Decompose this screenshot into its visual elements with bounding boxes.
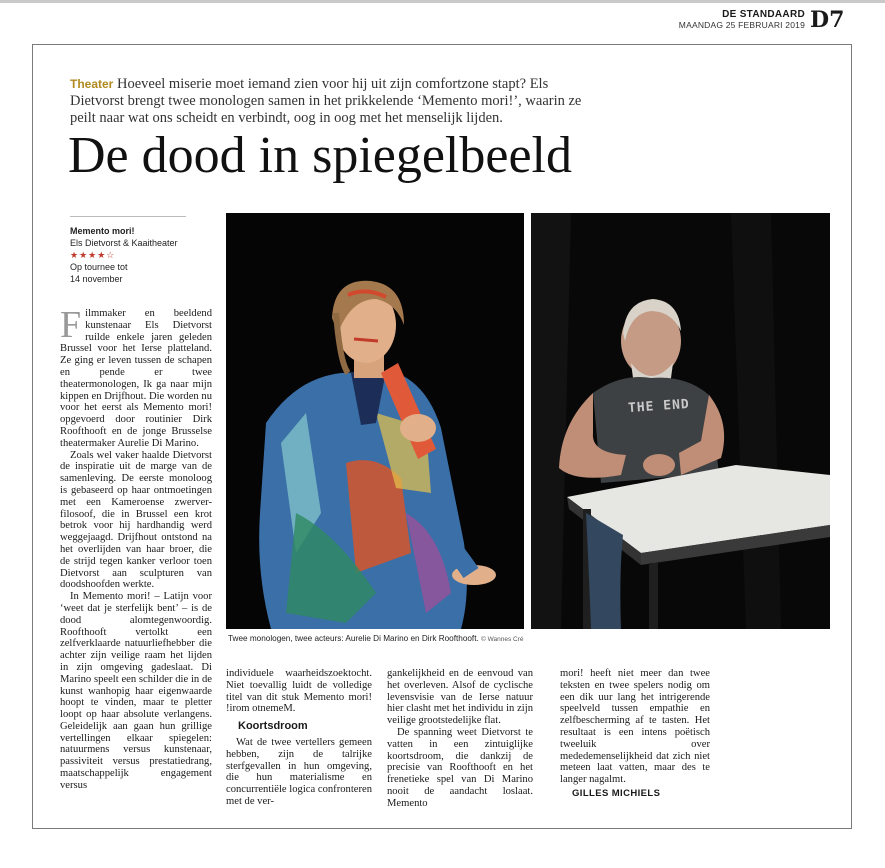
paragraph: mori! heeft niet meer dan twee teksten en twee spelers nodig om een dik uur lang het intrigerende speelveld tussen empathie en zelfbescherming af te tasten. Het resultaat is een intens poëtisch tweeluik over mededemenselijkheid dat zich niet meteen laat vatten, maar des te langer nagalmt. <box>560 668 710 786</box>
review-divider <box>70 216 186 217</box>
photo-caption <box>228 634 524 643</box>
photo-credit: © Wannes Cré <box>481 636 524 643</box>
paragraph: Wat de twee vertellers gemeen hebben, zijn de talrijke sterfgevallen in hun omgeving, die hun materialisme en concurrentiële logica confronteren met de ver- <box>226 736 372 807</box>
star-rating: ★★★★☆ <box>70 250 116 260</box>
article-column-2 <box>226 668 372 808</box>
article-column-1 <box>60 304 212 792</box>
review-makers: Els Dietvorst & Kaaitheater <box>70 238 178 248</box>
intro-text: Hoeveel miserie moet iemand zien voor hij uit zijn comfortzone stapt? Els Dietvorst brengt twee monologen samen in het prikkelende ‘Memento mori!’, waarin ze peilt naar wat ons scheidt en verbindt, oog in oog met het menselijk lijden. <box>70 76 582 126</box>
publication-date: MAANDAG 25 FEBRUARI 2019 <box>678 20 805 30</box>
author-byline: GILLES MICHIELS <box>572 787 661 799</box>
review-box <box>70 225 200 285</box>
intro-lead <box>70 76 590 127</box>
paragraph: In Memento mori! – Latijn voor ‘weet dat je sterfelijk bent’ – is de dood alomtegenwoordig. Roofthooft vertolkt een zelfverklaarde natuurliefhebber die achter zijn veilige raam het lijden in zijn omgeving gadeslaat. Di Marino speelt een schilder die in de kunst wanhopig haar eigenwaarde hoopt te vinden, maar te pletter loopt op haar absolute verlangens. Geleidelijk aan gaan hun grillige vertellingen elkaar spiegelen: natuurmens versus kunstenaar, passiviteit versus prestatiedrang, maatschappelijk engagement versus <box>60 591 212 791</box>
newspaper-name: DE STANDAARD <box>722 9 805 20</box>
review-title: Memento mori! <box>70 226 135 236</box>
top-rule <box>0 0 885 3</box>
headline: De dood in spiegelbeeld <box>68 127 572 184</box>
tour-info-line2: 14 november <box>70 274 123 284</box>
actor-illustration <box>531 213 830 629</box>
photo-actor <box>531 213 830 629</box>
paragraph: De spanning weet Dietvorst te vatten in een zintuiglijke koortsdroom, die dankzij de precisie van Roofthooft en het frenetieke spel van Di Marino nooit de aandacht loslaat. Memento <box>387 726 533 809</box>
tour-info-line1: Op tournee tot <box>70 262 128 272</box>
paragraph: individuele waarheidszoektocht. Niet toevallig luidt de volledige titel van dit stuk Memento mori! !irom otnemeM. <box>226 668 372 715</box>
article-column-3 <box>387 668 533 810</box>
caption-text: Twee monologen, twee acteurs: Aurelie Di Marino en Dirk Roofthooft. <box>228 634 479 643</box>
page-number: D7 <box>810 7 845 33</box>
paragraph: gankelijkheid en de eenvoud van het overleven. Alsof de cyclische levensvisie van de Ierse natuur hier clasht met het individu in zijn veilige grootstedelijke flat. <box>387 668 533 727</box>
drop-cap: F <box>60 304 82 346</box>
paragraph: Filmmaker en beeldend kunstenaar Els Dietvorst ruilde enkele jaren geleden Brussel voor het Ierse platteland. Ze ging er leven tussen de schapen en pende er twee theatermonologen, Ik ga naar mijn kippen en Drijfhout. Die worden nu voor het eerst als Memento mori! opgevoerd door routinier Dirk Roofthooft en de jonge Brusselse theatermaker Aurelie Di Marino. <box>60 304 212 449</box>
article-column-4 <box>560 668 710 800</box>
photo-actress <box>226 213 524 629</box>
paragraph: Zoals wel vaker haalde Dietvorst de inspiratie uit de marge van de samenleving. De eerste monoloog is gebaseerd op haar ontmoetingen met een Kameroense zwerver-filosoof, die in Brussel een krot betrok voor hij hardhandig werd weggejaagd. Drijfhout ontstond na het overlijden van haar broer, die de strijd tegen kanker verloor toen Dietvorst aan sculpturen van doodshoofden werkte. <box>60 449 212 591</box>
section-kicker: Theater <box>70 77 114 91</box>
subheading: Koortsdroom <box>238 720 308 733</box>
shirt-print: THE END <box>627 396 691 417</box>
actress-illustration <box>226 213 524 629</box>
